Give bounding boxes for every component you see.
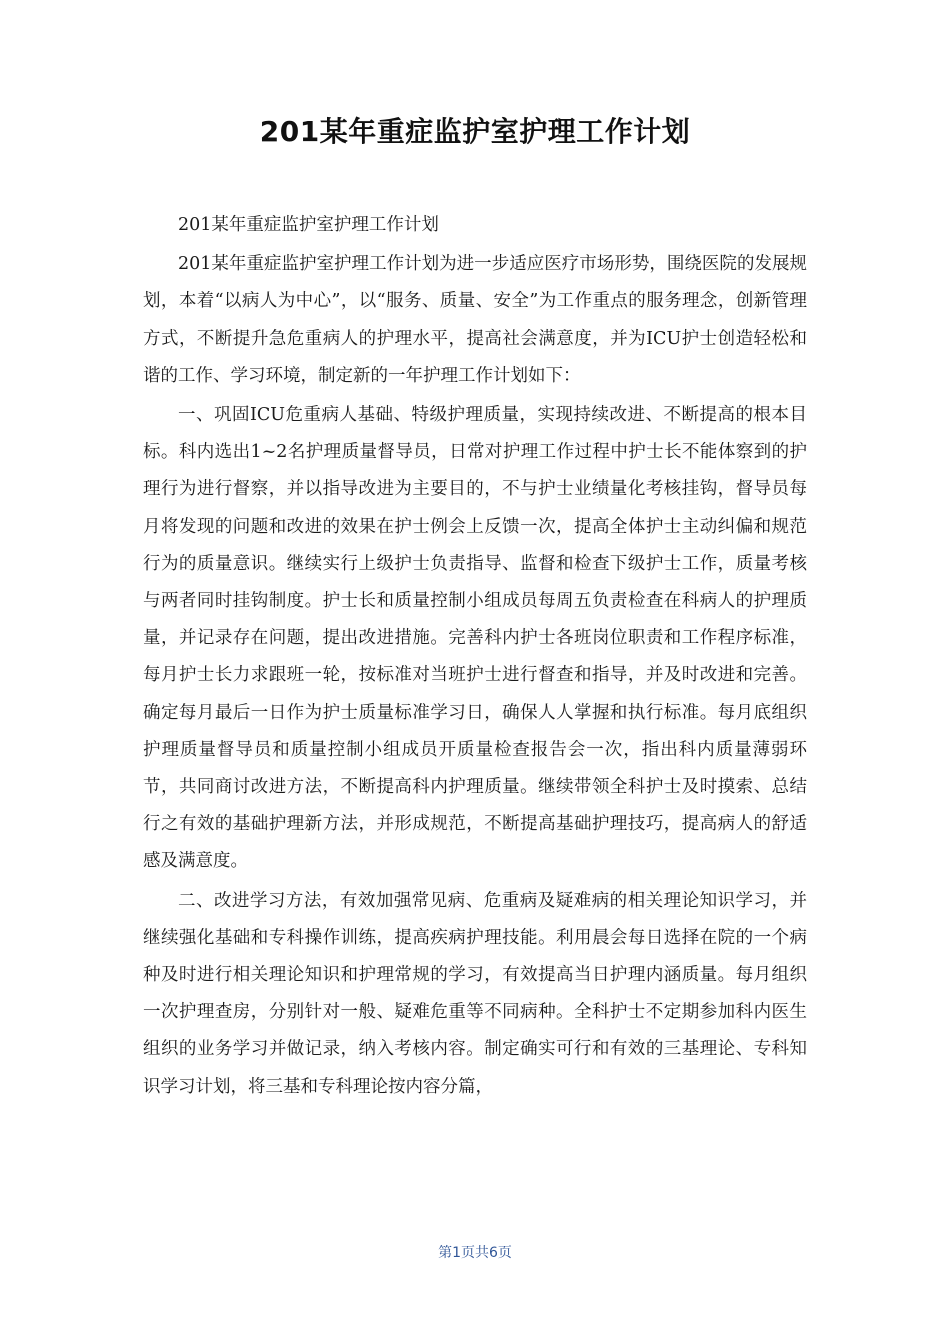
- body-paragraph-section-2: 二、改进学习方法，有效加强常见病、危重病及疑难病的相关理论知识学习，并继续强化基础和专科操作训练，提高疾病护理技能。利用晨会每日选择在院的一个病种及时进行相关理论知识和护理常规的学习，有效提高当日护理内涵质量。每月组织一次护理查房，分别针对一般、疑难危重等不同病种。全科护士不定期参加科内医生组织的业务学习并做记录，纳入考核内容。制定确实可行和有效的三基理论、专科知识学习计划，将三基和专科理论按内容分篇，: [143, 890, 807, 1097]
- page-number-footer: 第1页共6页: [438, 1245, 512, 1261]
- document-title: 201某年重症监护室护理工作计划: [259, 115, 691, 148]
- document-body: [143, 207, 807, 1108]
- body-paragraph-subtitle: 201某年重症监护室护理工作计划: [178, 215, 439, 235]
- body-paragraph-intro: 201某年重症监护室护理工作计划为进一步适应医疗市场形势，围绕医院的发展规划，本着“以病人为中心”，以“服务、质量、安全”为工作重点的服务理念，创新管理方式，不断提升急危重病人的护理水平，提高社会满意度，并为ICU护士创造轻松和谐的工作、学习环境，制定新的一年护理工作计划如下：: [143, 254, 807, 386]
- body-paragraph-section-1: 一、巩固ICU危重病人基础、特级护理质量，实现持续改进、不断提高的根本目标。科内选出1~2名护理质量督导员，日常对护理工作过程中护士长不能体察到的护理行为进行督察，并以指导改进为主要目的，不与护士业绩量化考核挂钩，督导员每月将发现的问题和改进的效果在护士例会上反馈一次，提高全体护士主动纠偏和规范行为的质量意识。继续实行上级护士负责指导、监督和检查下级护士工作，质量考核与两者同时挂钩制度。护士长和质量控制小组成员每周五负责检查在科病人的护理质量，并记录存在问题，提出改进措施。完善科内护士各班岗位职责和工作程序标准，每月护士长力求跟班一轮，按标准对当班护士进行督查和指导，并及时改进和完善。确定每月最后一日作为护士质量标准学习日，确保人人掌握和执行标准。每月底组织护理质量督导员和质量控制小组成员开质量检查报告会一次，指出科内质量薄弱环节，共同商讨改进方法，不断提高科内护理质量。继续带领全科护士及时摸索、总结行之有效的基础护理新方法，并形成规范，不断提高基础护理技巧，提高病人的舒适感及满意度。: [143, 405, 807, 872]
